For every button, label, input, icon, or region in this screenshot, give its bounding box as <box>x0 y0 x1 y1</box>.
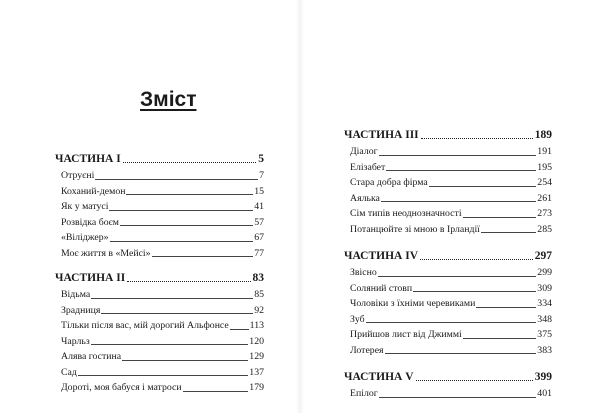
part-page-number: 83 <box>252 272 264 284</box>
page-title: Зміст <box>140 88 197 111</box>
toc-part-heading <box>344 368 552 386</box>
chapter-page-number: 254 <box>537 177 552 188</box>
right-page <box>300 0 600 413</box>
leader-line <box>152 256 254 257</box>
toc-entry <box>61 184 264 200</box>
leader-line <box>413 291 536 292</box>
chapter-page-number: 120 <box>249 335 264 347</box>
chapter-page-number: 179 <box>249 382 264 393</box>
chapter-title: Зрадниця <box>61 304 101 316</box>
toc-entry <box>350 296 552 312</box>
chapter-title: Епілог <box>350 388 378 399</box>
part-page-number: 5 <box>258 153 264 165</box>
leader-line <box>379 397 537 398</box>
chapter-title: Аялька <box>350 192 380 204</box>
leader-line <box>91 298 253 299</box>
chapter-title: Відьма <box>61 289 91 300</box>
leader-line <box>120 225 253 226</box>
chapter-title: Сад <box>61 366 77 378</box>
toc-entry <box>350 160 552 176</box>
chapter-title: Розвідка боєм <box>61 216 120 228</box>
chapter-page-number: 92 <box>254 304 264 316</box>
toc-entry <box>61 318 264 334</box>
leader-line <box>91 344 249 345</box>
toc-entry <box>350 312 552 328</box>
chapter-page-number: 57 <box>254 216 264 228</box>
toc-entry <box>61 380 264 396</box>
chapter-page-number: 15 <box>254 185 264 197</box>
chapter-title: Лотерея <box>350 344 384 356</box>
part-title: ЧАСТИНА III <box>344 129 419 141</box>
dot-leader <box>123 161 257 163</box>
toc-entry <box>61 303 264 319</box>
toc-entry <box>350 144 552 160</box>
leader-line <box>366 322 537 323</box>
chapter-title: Діалог <box>350 146 378 157</box>
toc-entry <box>61 287 264 303</box>
chapter-page-number: 137 <box>249 366 264 378</box>
chapter-page-number: 195 <box>537 161 552 173</box>
leader-line <box>385 353 537 354</box>
leader-line <box>481 232 536 233</box>
chapter-page-number: 77 <box>254 247 264 259</box>
dot-leader <box>416 379 533 381</box>
leader-line <box>386 170 536 171</box>
leader-line <box>183 391 249 392</box>
toc-entry <box>350 327 552 343</box>
leader-line <box>476 307 536 308</box>
part-title: ЧАСТИНА IV <box>344 250 418 262</box>
chapter-title: Звісно <box>350 267 377 278</box>
toc-entry <box>350 386 552 402</box>
toc-entry <box>350 191 552 207</box>
chapter-page-number: 41 <box>254 201 264 212</box>
dot-leader <box>420 258 533 260</box>
leader-line <box>126 194 253 195</box>
chapter-page-number: 299 <box>537 267 552 278</box>
part-page-number: 189 <box>534 129 552 141</box>
toc-entry <box>350 222 552 238</box>
toc-entry <box>350 206 552 222</box>
chapter-page-number: 383 <box>537 344 552 356</box>
chapter-title: Прийшов лист від Джиммі <box>350 329 462 340</box>
leader-line <box>78 375 248 376</box>
part-title: ЧАСТИНА I <box>55 153 121 165</box>
chapter-title: Як у матусі <box>61 201 109 212</box>
leader-line <box>463 338 537 339</box>
part-title: ЧАСТИНА II <box>55 272 126 284</box>
chapter-title: Потанцюйте зі мною в Ірландії <box>350 223 480 235</box>
toc-entry <box>350 343 552 359</box>
dot-leader <box>421 137 533 139</box>
chapter-page-number: 273 <box>537 208 552 219</box>
chapter-page-number: 85 <box>254 289 264 300</box>
chapter-page-number: 375 <box>537 329 552 340</box>
toc-entry <box>61 246 264 262</box>
part-title: ЧАСТИНА V <box>344 371 414 383</box>
leader-line <box>95 179 258 180</box>
leader-line <box>379 155 537 156</box>
chapter-title: Стара добра фірма <box>350 177 428 188</box>
toc-entry <box>61 230 264 246</box>
chapter-title: Чарльз <box>61 335 90 347</box>
chapter-page-number: 129 <box>249 351 264 362</box>
chapter-page-number: 285 <box>537 223 552 235</box>
part-page-number: 297 <box>534 250 552 262</box>
leader-line <box>463 217 537 218</box>
toc-entry <box>61 365 264 381</box>
chapter-title: Чоловіки з їхніми черевиками <box>350 298 476 309</box>
toc-entry <box>350 175 552 191</box>
chapter-title: Дороті, моя бабуся і матроси <box>61 382 182 393</box>
chapter-title: Соляний стовп <box>350 282 413 294</box>
chapter-page-number: 113 <box>249 320 264 331</box>
toc-entry <box>350 281 552 297</box>
toc-left-column <box>55 150 264 396</box>
chapter-page-number: 348 <box>537 313 552 325</box>
toc-entry <box>350 265 552 281</box>
chapter-page-number: 401 <box>537 388 552 399</box>
chapter-title: «Віліджер» <box>61 232 109 243</box>
toc-right-column <box>344 126 552 402</box>
chapter-title: Моє життя в «Мейсі» <box>61 247 151 259</box>
chapter-title: Коханий-демон <box>61 185 126 197</box>
leader-line <box>109 210 253 211</box>
chapter-title: Алява гостина <box>61 351 122 362</box>
chapter-title: Елізабет <box>350 161 386 173</box>
chapter-title: Отруєні <box>61 170 95 181</box>
chapter-page-number: 309 <box>537 282 552 294</box>
leader-line <box>122 360 248 361</box>
leader-line <box>378 276 537 277</box>
toc-entry <box>61 334 264 350</box>
leader-line <box>429 186 537 187</box>
chapter-page-number: 334 <box>537 298 552 309</box>
dot-leader <box>127 280 250 282</box>
leader-line <box>110 241 254 242</box>
toc-entry <box>61 199 264 215</box>
toc-entry <box>61 215 264 231</box>
toc-part-heading <box>55 150 264 168</box>
chapter-page-number: 67 <box>254 232 264 243</box>
chapter-page-number: 7 <box>259 170 264 181</box>
toc-part-heading <box>344 126 552 144</box>
chapter-title: Сім типів неоднозначності <box>350 208 462 219</box>
toc-entry <box>61 349 264 365</box>
toc-part-heading <box>55 269 264 287</box>
leader-line <box>101 313 253 314</box>
chapter-title: Зуб <box>350 313 365 325</box>
leader-line <box>381 201 536 202</box>
part-page-number: 399 <box>534 371 552 383</box>
chapter-page-number: 191 <box>537 146 552 157</box>
toc-entry <box>61 168 264 184</box>
leader-line <box>230 329 249 330</box>
toc-part-heading <box>344 247 552 265</box>
chapter-title: Тільки після вас, мій дорогий Альфонсе <box>61 320 229 331</box>
chapter-page-number: 261 <box>537 192 552 204</box>
